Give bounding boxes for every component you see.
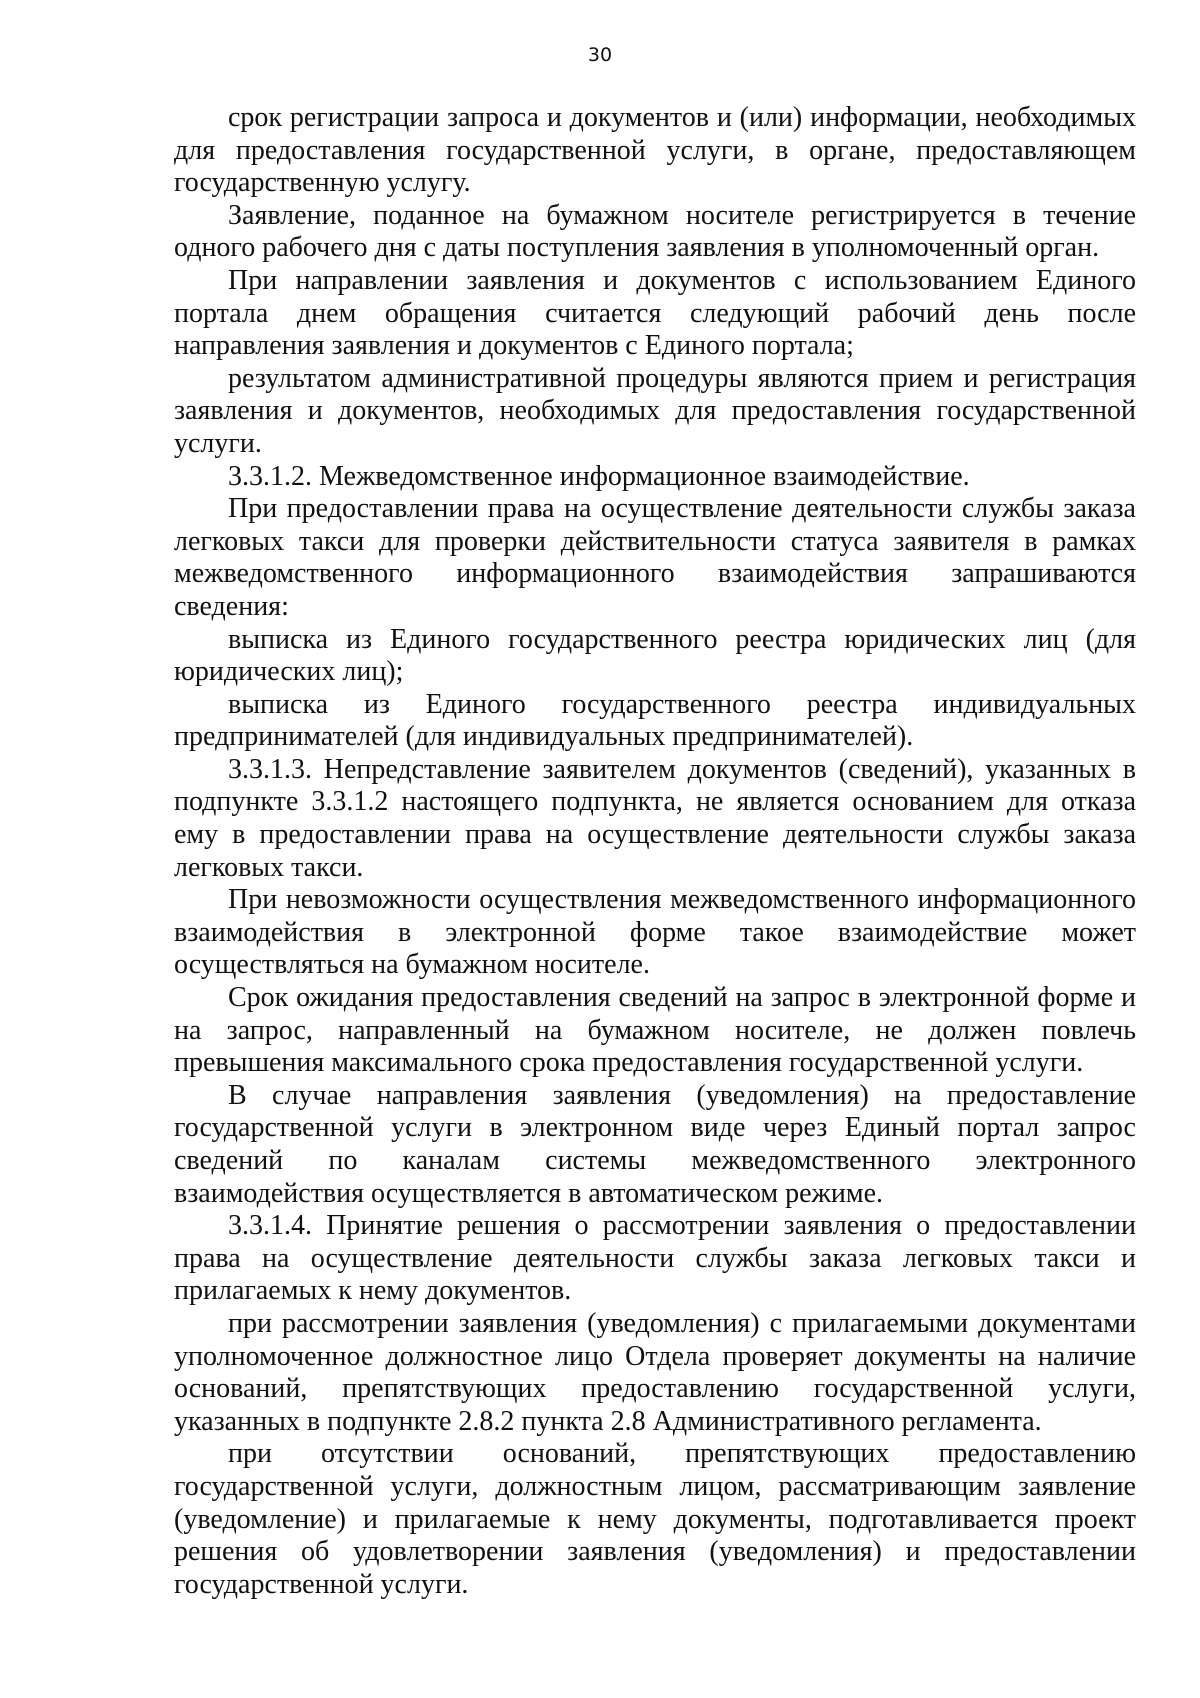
list-item-egrip-extract: выписка из Единого государственного реестра индивидуальных предпринимателей (для индивидуальных предпринимателей). (174, 688, 1136, 753)
section-3-3-1-4: 3.3.1.4. Принятие решения о рассмотрении заявления о предоставлении права на осуществление деятельности службы заказа легковых такси и прилагаемых к нему документов. (174, 1210, 1136, 1307)
paragraph-waiting-period: Срок ожидания предоставления сведений на запрос в электронной форме и на запрос, направленный на бумажном носителе, не должен повлечь превышения максимального срока предоставления государственной услуги. (174, 982, 1136, 1079)
paragraph-decision-draft: при отсутствии оснований, препятствующих предоставлению государственной услуги, должностным лицом, рассматривающим заявление (уведомление) и прилагаемые к нему документы, подготавливается проект решения об удовлетворении заявления (уведомления) и предоставлении государственной услуги. (174, 1438, 1136, 1600)
paragraph-document-review: при рассмотрении заявления (уведомления) с прилагаемыми документами уполномоченное должностное лицо Отдела проверяет документы на наличие оснований, препятствующих предоставлению государственной услуги, указанных в подпункте 2.8.2 пункта 2.8 Административного регламента. (174, 1307, 1136, 1437)
paragraph-paper-application: Заявление, поданное на бумажном носителе регистрируется в течение одного рабочего дня с даты поступления заявления в уполномоченный орган. (174, 199, 1136, 264)
section-3-3-1-3: 3.3.1.3. Непредставление заявителем документов (сведений), указанных в подпункте 3.3.1.2 настоящего подпункта, не является основанием для отказа ему в предоставлении права на осуществление деятельности службы заказа легковых такси. (174, 753, 1136, 883)
paragraph-paper-interaction: При невозможности осуществления межведомственного информационного взаимодействия в электронной форме такое взаимодействие может осуществляться на бумажном носителе. (174, 884, 1136, 981)
paragraph-portal-submission: При направлении заявления и документов с использованием Единого портала днем обращения считается следующий рабочий день после направления заявления и документов с Единого портала; (174, 264, 1136, 362)
list-item-egrul-extract: выписка из Единого государственного реестра юридических лиц (для юридических лиц); (174, 623, 1136, 688)
paragraph-procedure-result: результатом административной процедуры являются прием и регистрация заявления и документов, необходимых для предоставления государственной услуги. (174, 362, 1136, 459)
paragraph-registration-term: срок регистрации запроса и документов и (или) информации, необходимых для предоставления государственной услуги, в органе, предоставляющем государственную услугу. (174, 102, 1136, 199)
document-body (174, 102, 1136, 1601)
paragraph-requested-info: При предоставлении права на осуществление деятельности службы заказа легковых такси для проверки действительности статуса заявителя в рамках межведомственного информационного взаимодействия запрашиваются сведения: (174, 493, 1136, 622)
section-heading-3-3-1-2: 3.3.1.2. Межведомственное информационное взаимодействие. (228, 460, 970, 492)
paragraph-electronic-request: В случае направления заявления (уведомления) на предоставление государственной услуги в электронном виде через Единый портал запрос сведений по каналам системы межведомственного электронного взаимодействия осуществляется в автоматическом режиме. (174, 1079, 1136, 1209)
page-number: 30 (587, 44, 613, 66)
